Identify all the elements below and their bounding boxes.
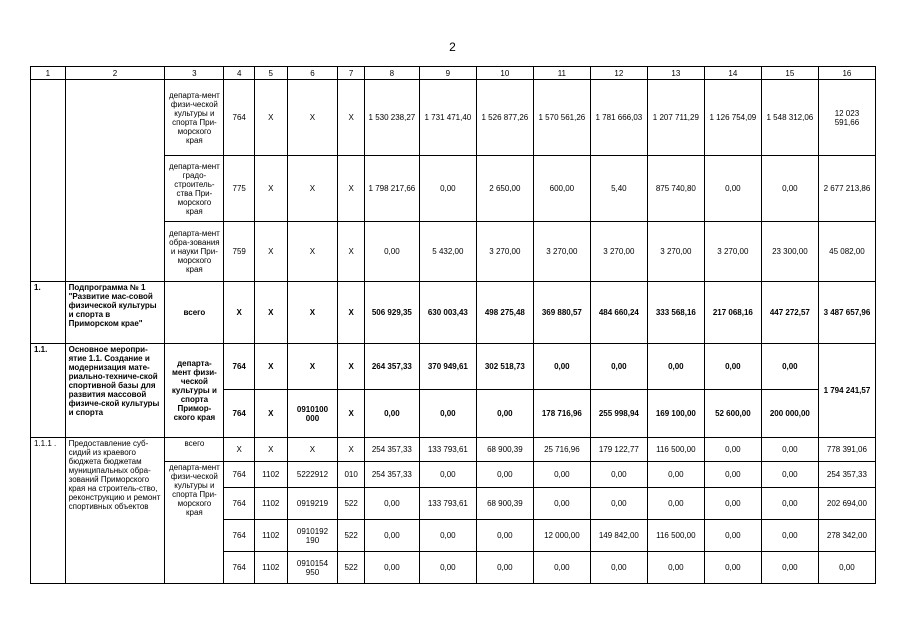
column-header: 8	[364, 67, 419, 80]
table-cell: 0910100 000	[287, 390, 338, 438]
table-cell: 0,00	[533, 344, 590, 390]
table-cell: 0,00	[761, 156, 818, 222]
row-number: 1.	[31, 282, 66, 344]
table-cell: 12 000,00	[533, 520, 590, 552]
table-cell: 68 900,39	[476, 438, 533, 462]
table-cell: Х	[224, 282, 255, 344]
table-cell: 1102	[254, 520, 287, 552]
table-cell: 3 270,00	[590, 222, 647, 282]
department-cell: департа-мент физи-ческой культуры и спорта Примор-ского края	[165, 344, 224, 438]
row-title: Основное меропри-ятие 1.1. Создание и модернизация мате-риально-техниче-ской спортивной базы для развития массовой физиче-ской культуры и спорта	[65, 344, 165, 438]
table-cell: 0,00	[419, 520, 476, 552]
table-cell: 0,00	[704, 156, 761, 222]
table-cell: 116 500,00	[647, 438, 704, 462]
column-header: 2	[65, 67, 165, 80]
table-cell	[31, 80, 66, 282]
table-cell: 23 300,00	[761, 222, 818, 282]
page-number: 2	[449, 40, 456, 54]
table-cell: 0,00	[364, 520, 419, 552]
table-cell: 0,00	[476, 552, 533, 584]
table-cell: 764	[224, 80, 255, 156]
table-cell: Х	[224, 438, 255, 462]
table-cell: 506 929,35	[364, 282, 419, 344]
table-cell: Х	[338, 390, 364, 438]
table-cell: Х	[338, 344, 364, 390]
table-cell: Х	[287, 344, 338, 390]
column-header: 9	[419, 67, 476, 80]
table-cell: 0,00	[419, 390, 476, 438]
table-cell: 0,00	[647, 462, 704, 488]
table-cell: 775	[224, 156, 255, 222]
table-cell: 522	[338, 488, 364, 520]
table-cell: 0,00	[761, 438, 818, 462]
table-cell: 0,00	[590, 344, 647, 390]
table-cell: 1 526 877,26	[476, 80, 533, 156]
table-cell: 5222912	[287, 462, 338, 488]
table-cell: 178 716,96	[533, 390, 590, 438]
table-cell: 764	[224, 390, 255, 438]
table-cell: 0,00	[364, 552, 419, 584]
column-header: 12	[590, 67, 647, 80]
table-cell: 2 677 213,86	[818, 156, 875, 222]
table-cell: 1 794 241,57	[818, 344, 875, 438]
table-cell: 522	[338, 520, 364, 552]
table-row	[31, 80, 876, 156]
table-cell: 169 100,00	[647, 390, 704, 438]
table-cell: 1102	[254, 552, 287, 584]
table-cell: 764	[224, 520, 255, 552]
table-cell: Х	[254, 222, 287, 282]
column-header: 14	[704, 67, 761, 80]
table-cell: 0,00	[476, 520, 533, 552]
table-cell: 0,00	[590, 462, 647, 488]
table-cell: 0,00	[533, 462, 590, 488]
row-number: 1.1.1 .	[31, 438, 66, 584]
table-cell: 875 740,80	[647, 156, 704, 222]
table-cell: 370 949,61	[419, 344, 476, 390]
table-cell: 202 694,00	[818, 488, 875, 520]
table-cell: 1 731 471,40	[419, 80, 476, 156]
table-cell: 0,00	[704, 520, 761, 552]
table-cell: Х	[287, 222, 338, 282]
table-cell: 254 357,33	[364, 438, 419, 462]
column-header: 1	[31, 67, 66, 80]
table-cell: 0,00	[476, 462, 533, 488]
table-cell: 116 500,00	[647, 520, 704, 552]
table-cell: 1 781 666,03	[590, 80, 647, 156]
table-cell: 522	[338, 552, 364, 584]
department-cell: департа-мент градо-строитель-ства При-морского края	[165, 156, 224, 222]
table-cell: 255 998,94	[590, 390, 647, 438]
table-cell: 5 432,00	[419, 222, 476, 282]
table-cell: 0,00	[419, 552, 476, 584]
table-cell: Х	[254, 390, 287, 438]
row-number: 1.1.	[31, 344, 66, 438]
table-cell: 0,00	[533, 552, 590, 584]
row-title: Предоставление суб-сидий из краевого бюджета бюджетам муниципальных обра-зований Приморского края на строитель-ство, реконструкцию и ремонт спортивных объектов	[65, 438, 165, 584]
column-header: 3	[165, 67, 224, 80]
department-cell: всего	[165, 438, 224, 462]
table-cell: 0,00	[364, 390, 419, 438]
table-cell: 0,00	[761, 552, 818, 584]
table-cell: 333 568,16	[647, 282, 704, 344]
table-cell: 1 126 754,09	[704, 80, 761, 156]
table-cell: Х	[287, 80, 338, 156]
table-cell: 1102	[254, 462, 287, 488]
table-cell: 778 391,06	[818, 438, 875, 462]
table-cell: 0,00	[647, 488, 704, 520]
table-cell: 1102	[254, 488, 287, 520]
table-cell: 278 342,00	[818, 520, 875, 552]
table-cell: Х	[338, 282, 364, 344]
table-cell: 764	[224, 462, 255, 488]
table-cell: 1 530 238,27	[364, 80, 419, 156]
table-cell: 484 660,24	[590, 282, 647, 344]
table-cell: 3 270,00	[704, 222, 761, 282]
table-cell: 764	[224, 552, 255, 584]
table-cell: 0,00	[419, 156, 476, 222]
column-header: 11	[533, 67, 590, 80]
table-cell: 0,00	[590, 552, 647, 584]
table-cell: 2 650,00	[476, 156, 533, 222]
table-cell: 45 082,00	[818, 222, 875, 282]
table-cell: 0,00	[476, 390, 533, 438]
table-cell: 149 842,00	[590, 520, 647, 552]
table-cell: 0919219	[287, 488, 338, 520]
table-cell: 0910154 950	[287, 552, 338, 584]
table-cell: 3 270,00	[533, 222, 590, 282]
table-cell: 630 003,43	[419, 282, 476, 344]
table-cell: Х	[338, 156, 364, 222]
table-cell: 0,00	[364, 222, 419, 282]
table-cell: 68 900,39	[476, 488, 533, 520]
row-title: Подпрограмма № 1 "Развитие мас-совой физической культуры и спорта в Приморском крае"	[65, 282, 165, 344]
table-cell: Х	[287, 438, 338, 462]
table-cell: 0,00	[704, 552, 761, 584]
table-cell: 302 518,73	[476, 344, 533, 390]
table-cell: Х	[254, 438, 287, 462]
table-cell: 3 487 657,96	[818, 282, 875, 344]
column-header: 16	[818, 67, 875, 80]
column-header: 13	[647, 67, 704, 80]
table-cell: 0,00	[704, 344, 761, 390]
table-cell: 369 880,57	[533, 282, 590, 344]
column-header: 5	[254, 67, 287, 80]
table-cell: 1 798 217,66	[364, 156, 419, 222]
table-row	[31, 344, 876, 390]
table-cell: 12 023 591,66	[818, 80, 875, 156]
table-cell: Х	[338, 222, 364, 282]
department-cell: всего	[165, 282, 224, 344]
table-cell: 200 000,00	[761, 390, 818, 438]
table-cell	[65, 80, 165, 282]
column-header: 15	[761, 67, 818, 80]
table-cell: 264 357,33	[364, 344, 419, 390]
table-cell: 0910192 190	[287, 520, 338, 552]
table-cell: 498 275,48	[476, 282, 533, 344]
table-cell: 25 716,96	[533, 438, 590, 462]
table-cell: 5,40	[590, 156, 647, 222]
table-cell: Х	[254, 344, 287, 390]
table-cell: Х	[338, 438, 364, 462]
column-header: 4	[224, 67, 255, 80]
table-cell: 1 548 312,06	[761, 80, 818, 156]
table-cell: 0,00	[761, 344, 818, 390]
table-cell: 764	[224, 488, 255, 520]
table-cell: 759	[224, 222, 255, 282]
table-cell: 0,00	[818, 552, 875, 584]
table-cell: 254 357,33	[364, 462, 419, 488]
table-cell: Х	[254, 282, 287, 344]
table-cell: 52 600,00	[704, 390, 761, 438]
table-row	[31, 282, 876, 344]
table-cell: Х	[254, 80, 287, 156]
department-cell: департа-мент обра-зования и науки При-морского края	[165, 222, 224, 282]
table-cell: 1 570 561,26	[533, 80, 590, 156]
table-cell: 1 207 711,29	[647, 80, 704, 156]
table-cell: 254 357,33	[818, 462, 875, 488]
table-cell: 179 122,77	[590, 438, 647, 462]
table-cell: 010	[338, 462, 364, 488]
table-cell: 0,00	[761, 520, 818, 552]
table-cell: 0,00	[647, 344, 704, 390]
table-cell: 0,00	[761, 488, 818, 520]
table-cell: 3 270,00	[476, 222, 533, 282]
table-cell: Х	[287, 282, 338, 344]
department-cell: департа-мент физи-ческой культуры и спорта При-морского края	[165, 80, 224, 156]
table-cell: 217 068,16	[704, 282, 761, 344]
budget-table	[30, 66, 876, 584]
table-cell: 0,00	[647, 552, 704, 584]
table-cell: Х	[254, 156, 287, 222]
table-cell: 447 272,57	[761, 282, 818, 344]
table-cell: Х	[338, 80, 364, 156]
column-header: 10	[476, 67, 533, 80]
table-cell: 133 793,61	[419, 488, 476, 520]
column-header-row	[31, 67, 876, 80]
table-cell: 764	[224, 344, 255, 390]
column-header: 7	[338, 67, 364, 80]
table-cell: 0,00	[590, 488, 647, 520]
table-cell: 133 793,61	[419, 438, 476, 462]
column-header: 6	[287, 67, 338, 80]
table-cell: 3 270,00	[647, 222, 704, 282]
table-cell: 0,00	[761, 462, 818, 488]
department-cell: департа-мент физи-ческой культуры и спорта При-морского края	[165, 462, 224, 584]
table-cell: 0,00	[704, 462, 761, 488]
table-row	[31, 438, 876, 462]
table-cell: 0,00	[533, 488, 590, 520]
table-cell: Х	[287, 156, 338, 222]
table-cell: 0,00	[419, 462, 476, 488]
table-cell: 0,00	[704, 438, 761, 462]
table-cell: 600,00	[533, 156, 590, 222]
table-cell: 0,00	[704, 488, 761, 520]
table-cell: 0,00	[364, 488, 419, 520]
